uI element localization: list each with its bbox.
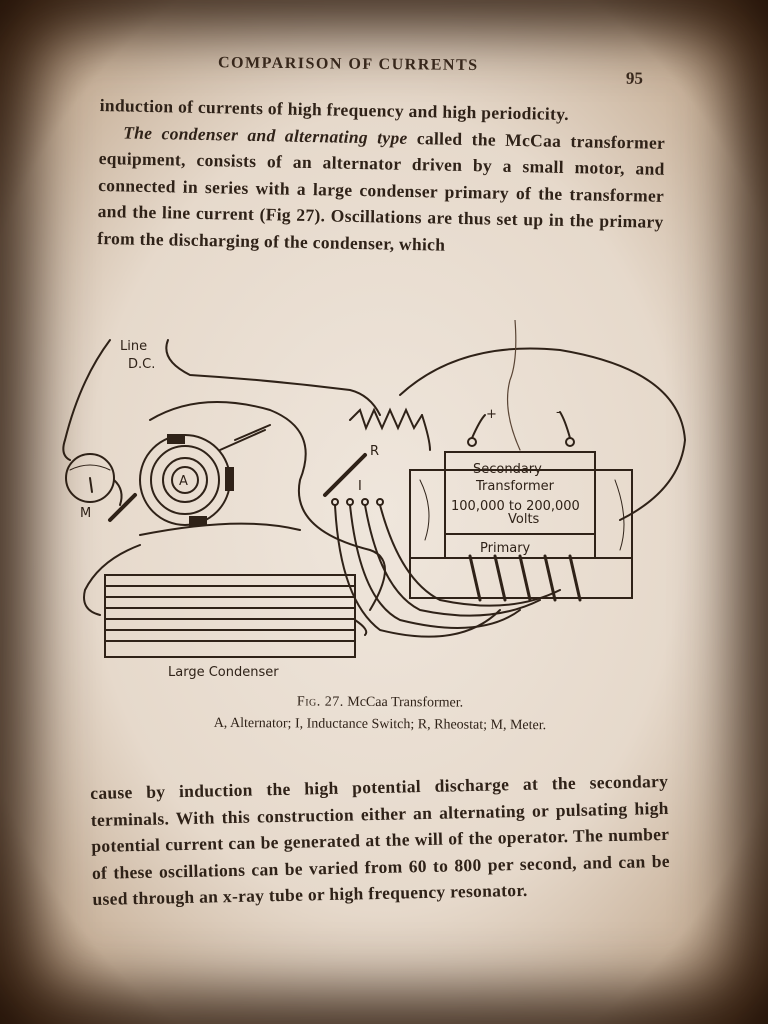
brush-right: [226, 468, 233, 490]
label-primary: Primary: [480, 541, 531, 556]
rheostat-zigzag: [350, 410, 422, 428]
bottom-text-block: [90, 768, 671, 913]
condenser-lead: [355, 620, 366, 635]
brush-top: [168, 435, 184, 443]
label-transformer: Transformer: [476, 479, 555, 494]
wire-mid: [140, 524, 300, 535]
paragraph-intro: induction of currents of high frequency and high periodicity.: [99, 94, 570, 125]
caption-fig-title: McCaa Transformer.: [343, 694, 464, 711]
switch-lead-1: [335, 505, 500, 637]
label-secondary: Secondary: [473, 462, 542, 477]
transformer-diagram: [40, 320, 730, 690]
label-volts: Volts: [508, 512, 540, 527]
meter-scale: [70, 465, 110, 470]
label-plus: +: [486, 407, 497, 422]
label-alternator: A: [179, 474, 188, 489]
rheostat-lead: [422, 415, 430, 450]
label-switch: I: [358, 479, 362, 494]
brush-bottom: [190, 517, 206, 525]
primary-windings: [470, 556, 580, 600]
label-dc: D.C.: [128, 357, 156, 372]
wire-top-right: [400, 348, 685, 520]
alternator-lever: [220, 430, 265, 450]
terminal-plus: [468, 438, 476, 446]
line-wire-left: [63, 340, 110, 460]
meter-lead: [114, 480, 122, 505]
condenser-box: [105, 575, 355, 657]
terminal-plus-lead: [472, 415, 485, 438]
figure-caption: [100, 690, 660, 738]
label-rheostat: R: [370, 444, 380, 459]
alternator-lever-2: [235, 425, 270, 440]
terminal-minus-lead: [560, 412, 570, 438]
alternator-arm: [110, 495, 135, 520]
label-voltage-range: 100,000 to 200,000: [451, 499, 580, 514]
meter-needle: [90, 478, 92, 492]
label-condenser: Large Condenser: [168, 665, 279, 680]
label-line: Line: [120, 339, 148, 354]
mccaa-transformer-figure: [40, 320, 730, 690]
italic-phrase: The condenser and alternating type: [123, 121, 408, 148]
caption-legend: A, Alternator; I, Inductance Switch; R, Rheostat; M, Meter.: [213, 715, 547, 734]
paragraph-condenser: [97, 118, 665, 261]
switch-lead-2: [350, 505, 520, 628]
page-number: 95: [625, 68, 643, 88]
paragraph-condenser-rest: called the McCaa transformer equipment, consists of an alternator driven by a small motor, and connected in series with a large condenser primary of the transformer and the line current (Fig 27). Oscillations are thus set up in the primary from the discharging of the condenser, which: [97, 127, 666, 255]
paper-crease: [508, 320, 520, 450]
label-meter: M: [80, 506, 92, 521]
page-header: [100, 49, 660, 88]
paragraph-induction: cause by induction the high potential discharge at the secondary terminals. With this construction either an alternating or pulsating high potential current can be generated at the will of the operator. The number of these oscillations can be varied from 60 to 800 per second, and can be used through an x-ray tube or high frequency resonator.: [90, 770, 671, 909]
top-text-block: [97, 92, 666, 262]
wire-condenser-left: [84, 545, 140, 615]
caption-fig-label: Fig. 27.: [296, 694, 344, 710]
terminal-minus: [566, 438, 574, 446]
label-minus: -: [556, 405, 561, 420]
running-head: COMPARISON OF CURRENTS: [217, 54, 479, 75]
